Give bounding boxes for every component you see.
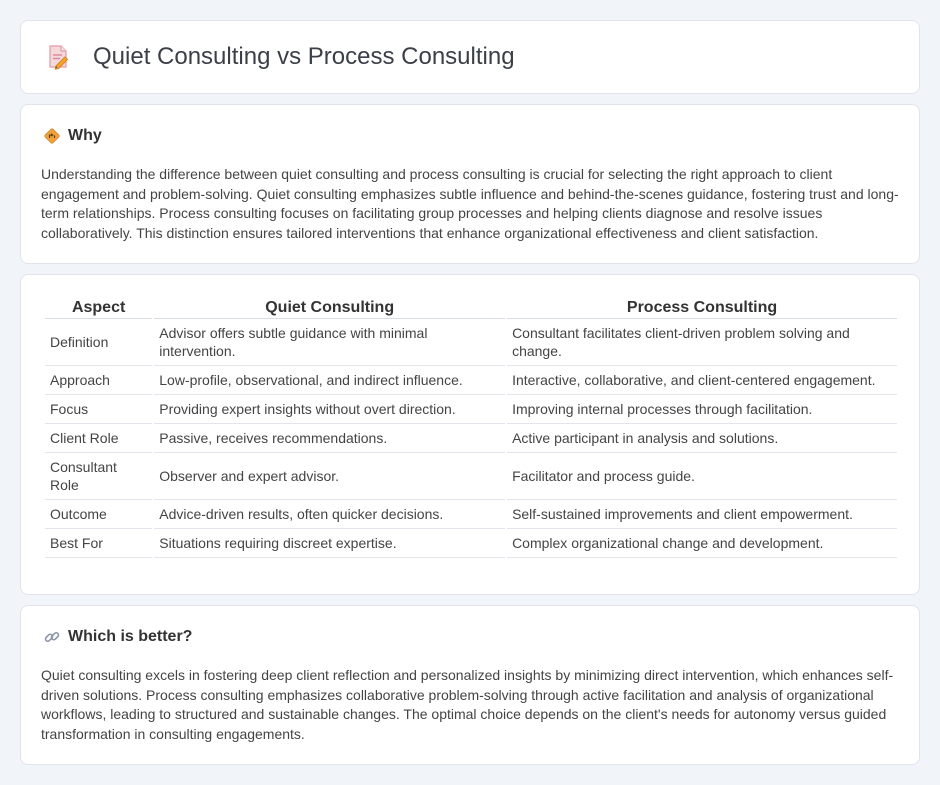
header-quiet-consulting: Quiet Consulting [154,297,505,319]
table-row [45,500,897,529]
quiet-cell: Passive, receives recommendations. [154,424,505,453]
quiet-cell: Situations requiring discreet expertise. [154,529,505,558]
quiet-cell: Advisor offers subtle guidance with minimal intervention. [154,319,505,366]
quiet-cell: Low-profile, observational, and indirect influence. [154,366,505,395]
aspect-cell: Definition [45,319,152,366]
why-heading [43,127,102,145]
comparison-section [20,274,920,595]
process-cell: Facilitator and process guide. [507,453,897,500]
why-section [20,104,920,264]
quiet-cell: Observer and expert advisor. [154,453,505,500]
process-cell: Complex organizational change and development. [507,529,897,558]
aspect-cell: Focus [45,395,152,424]
process-cell: Active participant in analysis and solutions. [507,424,897,453]
comparison-table [43,297,899,558]
diamond-road-sign-icon [43,127,61,145]
quiet-cell: Advice-driven results, often quicker decisions. [154,500,505,529]
table-row [45,453,897,500]
why-body: Understanding the difference between quiet consulting and process consulting is crucial for selecting the right approach to client engagement and problem-solving. Quiet consulting emphasizes subtle influence and behind-the-scenes guidance, fostering trust and long-term relationships. Process consulting focuses on facilitating group processes and helping clients diagnose and resolve issues collaboratively. This distinction ensures tailored interventions that enhance organizational effectiveness and client satisfaction. [41,166,899,241]
aspect-cell: Outcome [45,500,152,529]
table-row [45,395,897,424]
aspect-cell: Best For [45,529,152,558]
aspect-cell: Approach [45,366,152,395]
process-cell: Self-sustained improvements and client empowerment. [507,500,897,529]
aspect-cell: Consultant Role [45,453,152,500]
process-cell: Consultant facilitates client-driven problem solving and change. [507,319,897,366]
process-cell: Interactive, collaborative, and client-centered engagement. [507,366,897,395]
better-heading [43,628,192,646]
title-card [20,20,920,94]
title-row [47,43,515,71]
better-title: Which is better? [68,628,193,645]
table-row [45,424,897,453]
link-icon [43,628,61,646]
better-body: Quiet consulting excels in fostering deep client reflection and personalized insights by minimizing direct intervention, which enhances self-driven solutions. Process consulting emphasizes collaborative problem-solving through active facilitation and analysis of organizational workflows, leading to structured and sustainable changes. The optimal choice depends on the client's needs for autonomy versus guided transformation in consulting engagements. [41,667,894,742]
aspect-cell: Client Role [45,424,152,453]
which-is-better-section [20,605,920,765]
table-row [45,366,897,395]
table-row [45,529,897,558]
page-title: Quiet Consulting vs Process Consulting [93,43,515,70]
header-process-consulting: Process Consulting [507,297,897,319]
table-header-row [45,297,897,319]
header-aspect: Aspect [45,297,152,319]
quiet-cell: Providing expert insights without overt direction. [154,395,505,424]
document-edit-icon [47,44,71,70]
table-row [45,319,897,366]
process-cell: Improving internal processes through facilitation. [507,395,897,424]
why-title: Why [68,127,102,144]
